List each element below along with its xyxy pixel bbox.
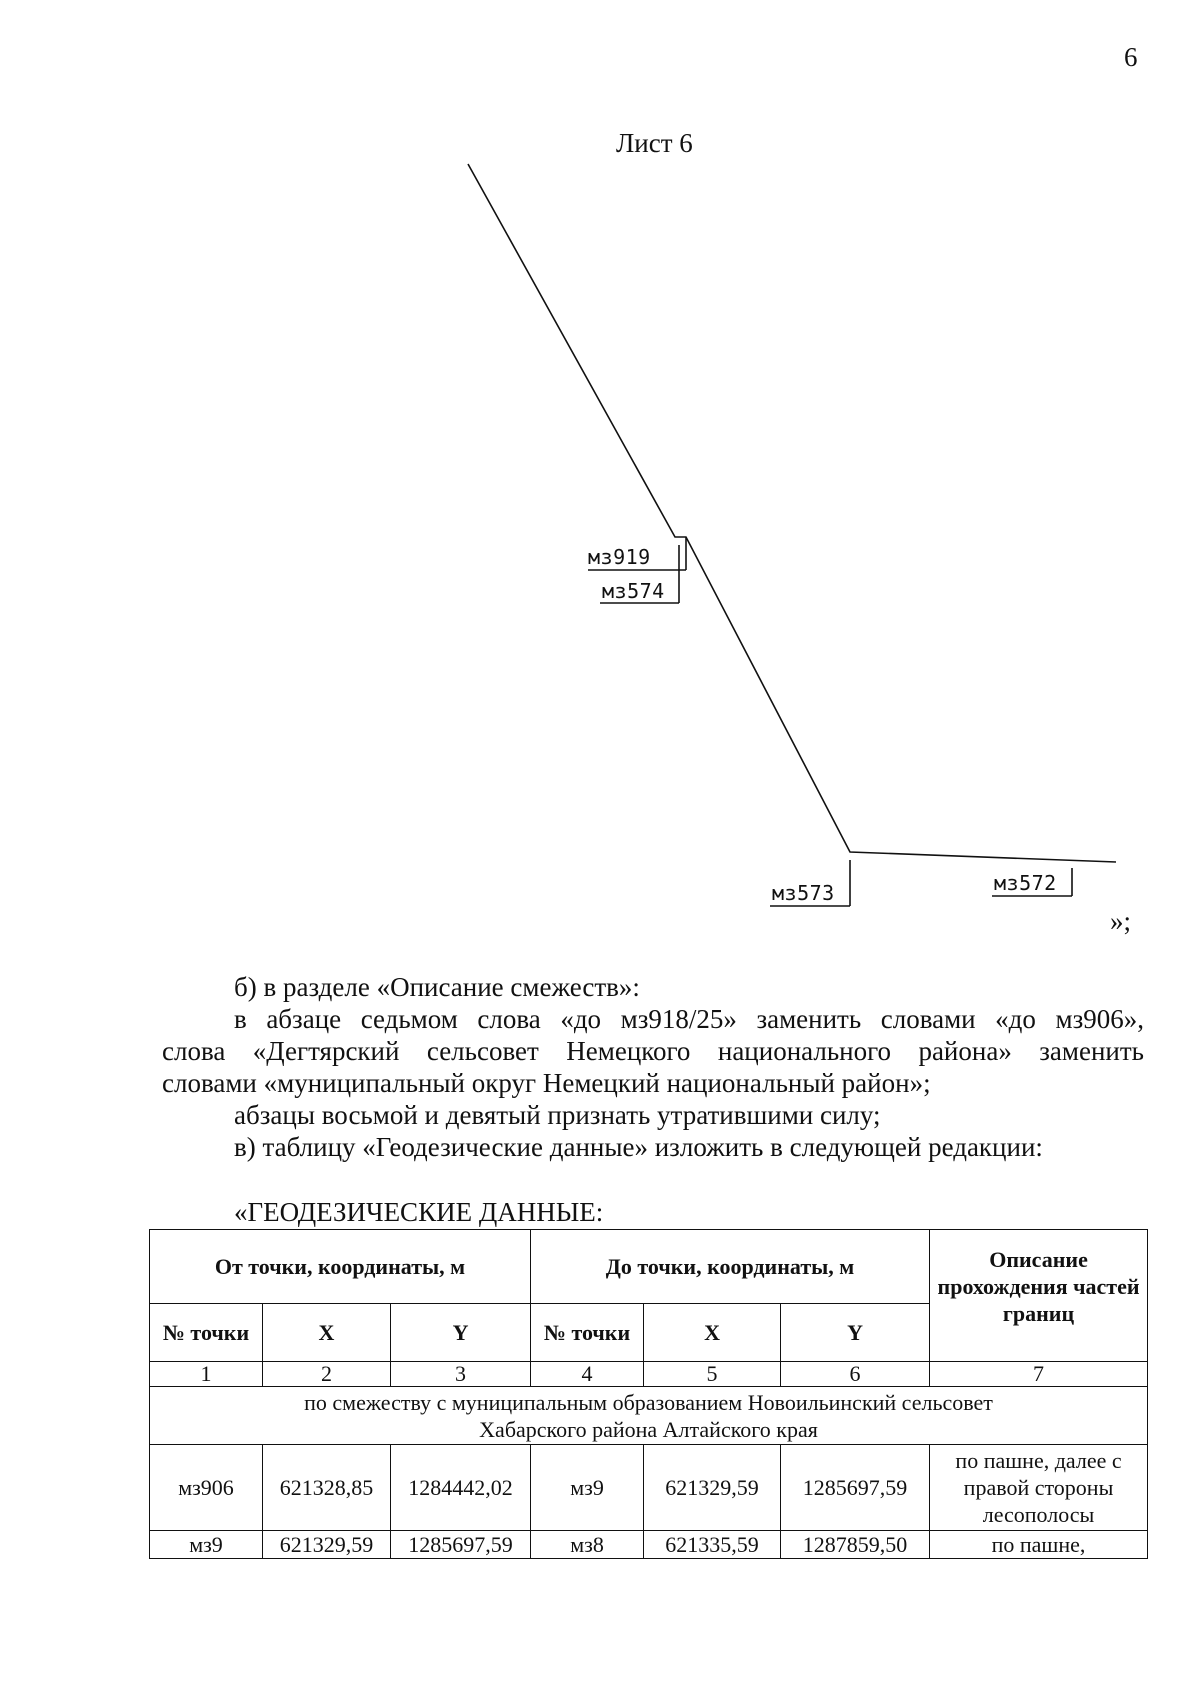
header-point-no: № точки (531, 1304, 644, 1362)
amendment-line-4: словами «муниципальный округ Немецкий национальный район»; (162, 1068, 931, 1098)
table-heading: «ГЕОДЕЗИЧЕСКИЕ ДАННЫЕ: (234, 1197, 604, 1227)
cell-from-point: мз9 (150, 1531, 263, 1559)
cell-description: по пашне, далее с правой стороны лесополосы (930, 1445, 1148, 1531)
column-number: 6 (781, 1362, 930, 1387)
point-label-572: мз572 (994, 871, 1057, 895)
column-number: 4 (531, 1362, 644, 1387)
cell-x1: 621328,85 (263, 1445, 391, 1531)
header-y: Y (391, 1304, 531, 1362)
sheet-title: Лист 6 (616, 128, 693, 158)
amendment-line-3: слова «Дегтярский сельсовет Немецкого национального района» заменить (162, 1036, 1144, 1066)
point-label-573: мз573 (772, 881, 835, 905)
header-y: Y (781, 1304, 930, 1362)
closing-quote: »; (1110, 906, 1132, 936)
section-row: по смежеству с муниципальным образованием Новоильинский сельсовет Хабарского района Алтайского края (150, 1387, 1148, 1445)
amendment-line-6: в) таблицу «Геодезические данные» изложить в следующей редакции: (234, 1132, 1043, 1162)
header-to-point: До точки, координаты, м (531, 1230, 930, 1304)
amendment-line-2: в абзаце седьмом слова «до мз918/25» заменить словами «до мз906», (234, 1004, 1144, 1034)
geodetic-data-table (149, 1229, 1148, 1559)
header-from-point: От точки, координаты, м (150, 1230, 531, 1304)
cell-to-point: мз9 (531, 1445, 644, 1531)
page-number: 6 (1124, 42, 1138, 72)
column-number: 1 (150, 1362, 263, 1387)
cell-x2: 621329,59 (644, 1445, 781, 1531)
cell-y1: 1284442,02 (391, 1445, 531, 1531)
cell-from-point: мз906 (150, 1445, 263, 1531)
amendment-line-5: абзацы восьмой и девятый признать утратившими силу; (234, 1100, 881, 1130)
cell-to-point: мз8 (531, 1531, 644, 1559)
header-description: Описание прохождения частей границ (930, 1230, 1148, 1362)
header-x: X (644, 1304, 781, 1362)
column-number: 7 (930, 1362, 1148, 1387)
cell-y1: 1285697,59 (391, 1531, 531, 1559)
point-label-919: мз919 (588, 545, 651, 569)
table-row (150, 1445, 1148, 1531)
column-number: 5 (644, 1362, 781, 1387)
boundary-line (468, 164, 1116, 862)
column-number: 2 (263, 1362, 391, 1387)
cell-x1: 621329,59 (263, 1531, 391, 1559)
header-point-no: № точки (150, 1304, 263, 1362)
column-number: 3 (391, 1362, 531, 1387)
cell-y2: 1287859,50 (781, 1531, 930, 1559)
cell-description: по пашне, (930, 1531, 1148, 1559)
header-x: X (263, 1304, 391, 1362)
point-label-574: мз574 (602, 579, 665, 603)
table-row (150, 1531, 1148, 1559)
amendment-line-1: б) в разделе «Описание смежеств»: (234, 972, 640, 1002)
cell-x2: 621335,59 (644, 1531, 781, 1559)
cell-y2: 1285697,59 (781, 1445, 930, 1531)
